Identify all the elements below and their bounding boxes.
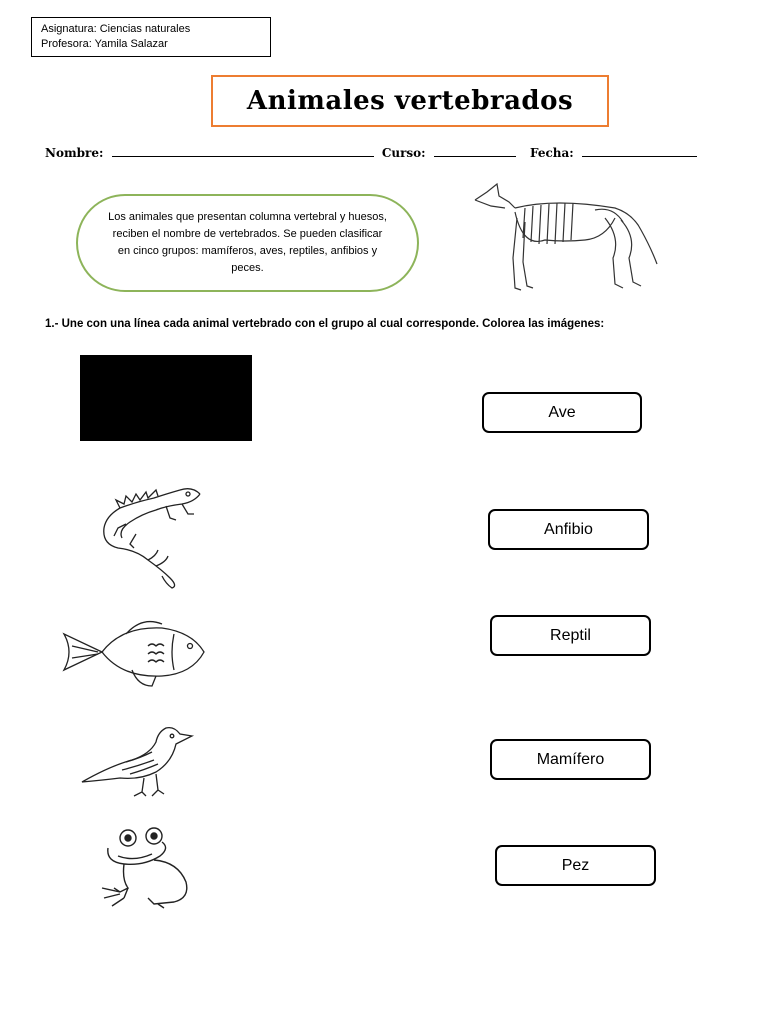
student-fields <box>45 144 715 164</box>
intro-bubble <box>76 194 419 292</box>
group-box-anfibio[interactable] <box>488 509 649 550</box>
date-field[interactable] <box>582 144 697 157</box>
group-box-ave[interactable] <box>482 392 642 433</box>
group-box-reptil[interactable] <box>490 615 651 656</box>
date-label: Fecha: <box>530 146 574 160</box>
name-label: Nombre: <box>45 146 104 160</box>
group-label: Reptil <box>550 626 591 644</box>
group-box-pez[interactable] <box>495 845 656 886</box>
iguana-image <box>96 484 206 592</box>
course-field[interactable] <box>434 144 516 157</box>
course-label: Curso: <box>381 146 426 160</box>
info-box <box>31 17 271 57</box>
subject-line: Asignatura: Ciencias naturales <box>41 23 191 35</box>
fish-image <box>62 616 207 690</box>
page-title: Animales vertebrados <box>246 86 574 116</box>
group-box-mamifero[interactable] <box>490 739 651 780</box>
name-field[interactable] <box>112 144 374 157</box>
title-box <box>211 75 609 127</box>
redacted-image <box>80 355 252 441</box>
group-label: Mamífero <box>536 750 605 768</box>
teacher-line: Profesora: Yamila Salazar <box>41 38 168 50</box>
instruction: 1.- Une con una línea cada animal vertebrado con el grupo al cual corresponde. Colorea las imágenes: <box>45 318 605 330</box>
group-label: Anfibio <box>544 520 593 538</box>
frog-image <box>98 826 192 910</box>
group-label: Ave <box>548 403 576 421</box>
bird-image <box>80 722 198 802</box>
dog-skeleton-image <box>465 178 665 298</box>
group-label: Pez <box>561 856 590 874</box>
intro-text: Los animales que presentan columna vertebral y huesos, reciben el nombre de vertebrados. Se pueden clasificar en cinco grupos: mamíferos, aves, reptiles, anfibios y peces. <box>108 211 387 274</box>
